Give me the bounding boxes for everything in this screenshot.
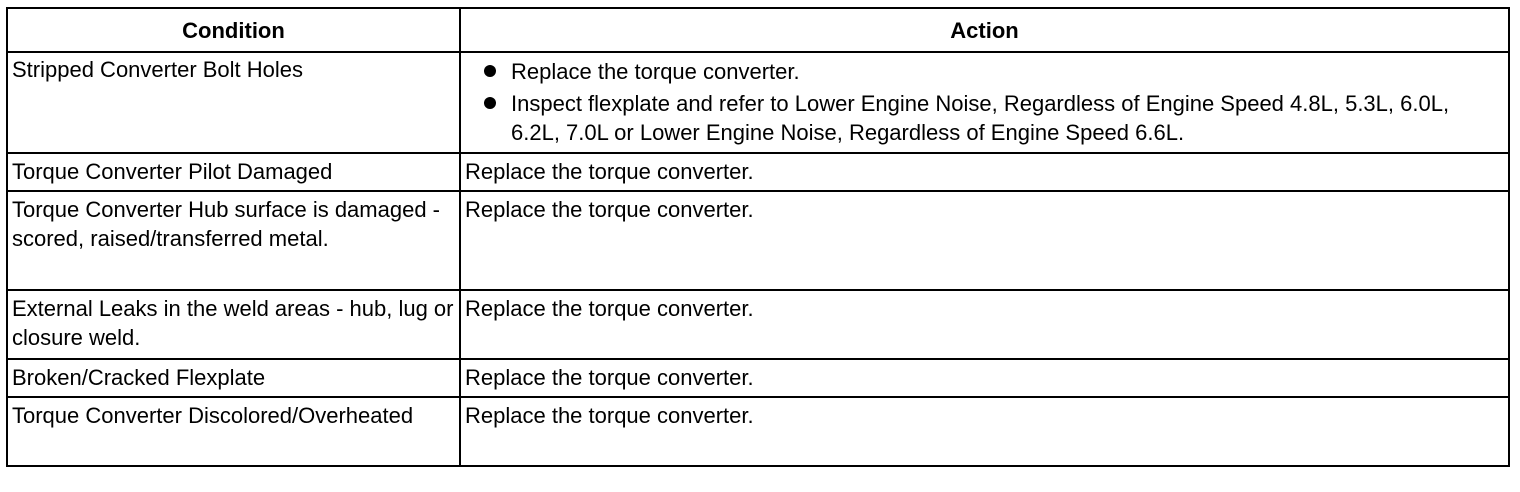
bullet-dot-icon — [484, 65, 496, 77]
action-cell: Replace the torque converter. — [460, 397, 1509, 466]
condition-cell: External Leaks in the weld areas - hub, lug or closure weld. — [7, 290, 460, 359]
column-header-condition: Condition — [7, 8, 460, 52]
condition-action-table — [6, 7, 1510, 467]
table-row — [7, 397, 1509, 466]
table-row — [7, 191, 1509, 290]
table-row — [7, 290, 1509, 359]
action-bullet-list — [465, 55, 1504, 147]
condition-cell: Broken/Cracked Flexplate — [7, 359, 460, 397]
action-bullet-item — [465, 89, 1504, 147]
column-header-action: Action — [460, 8, 1509, 52]
bullet-dot-icon — [484, 97, 496, 109]
condition-cell: Torque Converter Hub surface is damaged - scored, raised/transferred metal. — [7, 191, 460, 290]
action-cell — [460, 52, 1509, 153]
header-row — [7, 8, 1509, 52]
action-cell: Replace the torque converter. — [460, 290, 1509, 359]
action-bullet-item — [465, 57, 1504, 86]
action-bullet-text: Replace the torque converter. — [511, 59, 800, 84]
condition-cell: Torque Converter Pilot Damaged — [7, 153, 460, 191]
condition-cell: Torque Converter Discolored/Overheated — [7, 397, 460, 466]
table-row — [7, 153, 1509, 191]
table-row — [7, 52, 1509, 153]
action-cell: Replace the torque converter. — [460, 359, 1509, 397]
action-cell: Replace the torque converter. — [460, 191, 1509, 290]
action-bullet-text: Inspect flexplate and refer to Lower Engine Noise, Regardless of Engine Speed 4.8L, 5.3L, 6.0L, 6.2L, 7.0L or Lower Engine Noise, Regardless of Engine Speed 6.6L. — [511, 91, 1450, 145]
condition-cell: Stripped Converter Bolt Holes — [7, 52, 460, 153]
table-row — [7, 359, 1509, 397]
action-cell: Replace the torque converter. — [460, 153, 1509, 191]
